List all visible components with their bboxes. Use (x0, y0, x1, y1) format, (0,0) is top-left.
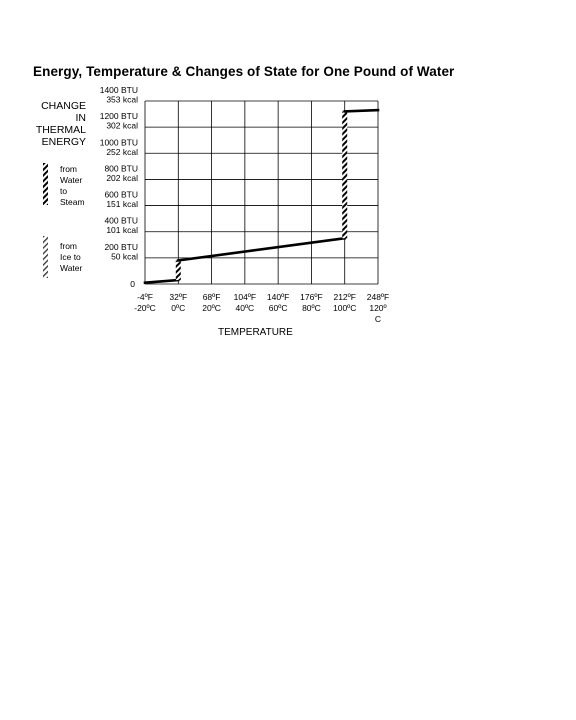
y-tick-label: 50 kcal (111, 251, 138, 262)
x-tick-label: 100ºC (332, 303, 357, 313)
legend-line: to (60, 186, 68, 196)
y-tick-label: 151 kcal (106, 199, 138, 210)
y-tick-label: 353 kcal (106, 94, 138, 105)
legend-line: Water (60, 175, 83, 185)
chart-title: Energy, Temperature & Changes of State for One Pound of Water (33, 64, 455, 79)
series-line-segment (178, 238, 344, 260)
y-axis-label-line: THERMAL (35, 124, 86, 136)
y-axis-label-line: IN (75, 112, 86, 124)
legend-line: Water (60, 263, 83, 273)
series-line-segment (345, 110, 378, 111)
y-axis-label-line: ENERGY (41, 136, 86, 148)
x-tick-label: -20ºC (134, 303, 156, 313)
x-tick-label: 20ºC (202, 303, 221, 313)
x-tick-label: 0ºC (171, 303, 186, 313)
y-tick-label: 101 kcal (106, 225, 138, 236)
legend-line: from (60, 164, 77, 174)
x-tick-label: C (374, 314, 382, 324)
y-tick-label: 1400 BTU (99, 85, 138, 95)
x-tick-label: 60ºC (268, 303, 288, 313)
y-axis-label-line: CHANGE (41, 100, 86, 112)
x-tick-label: 140ºF (266, 292, 290, 302)
x-tick-label: 248ºF (366, 292, 390, 302)
y-tick-label: 200 BTU (104, 241, 138, 252)
x-tick-label: 80ºC (302, 303, 321, 313)
x-tick-label: 68ºF (202, 292, 221, 302)
x-tick-label: 40ºC (235, 303, 255, 313)
x-tick-label: 120º (369, 303, 387, 313)
legend-line: from (60, 241, 77, 251)
y-tick-label: 1000 BTU (99, 137, 138, 148)
legend-line: Steam (60, 197, 85, 207)
phase-change-segment (176, 260, 181, 280)
x-tick-label: 176ºF (300, 292, 323, 302)
x-tick-label: 32ºF (169, 292, 188, 302)
phase-change-segment (342, 111, 347, 238)
x-axis-label: TEMPERATURE (218, 327, 293, 338)
x-tick-label: 212ºF (333, 292, 356, 302)
y-tick-label: 400 BTU (104, 215, 138, 226)
y-tick-label: 0 (130, 279, 135, 289)
y-tick-label: 202 kcal (106, 172, 138, 183)
y-tick-label: 800 BTU (104, 163, 138, 174)
x-tick-label: -4ºF (137, 292, 153, 302)
y-tick-label: 302 kcal (106, 120, 138, 131)
legend-line: Ice to (60, 252, 81, 262)
series-line-segment (145, 280, 178, 283)
x-tick-label: 104ºF (233, 292, 257, 302)
y-tick-label: 600 BTU (104, 189, 138, 200)
y-tick-label: 252 kcal (106, 146, 138, 157)
y-tick-label: 1200 BTU (99, 111, 138, 122)
